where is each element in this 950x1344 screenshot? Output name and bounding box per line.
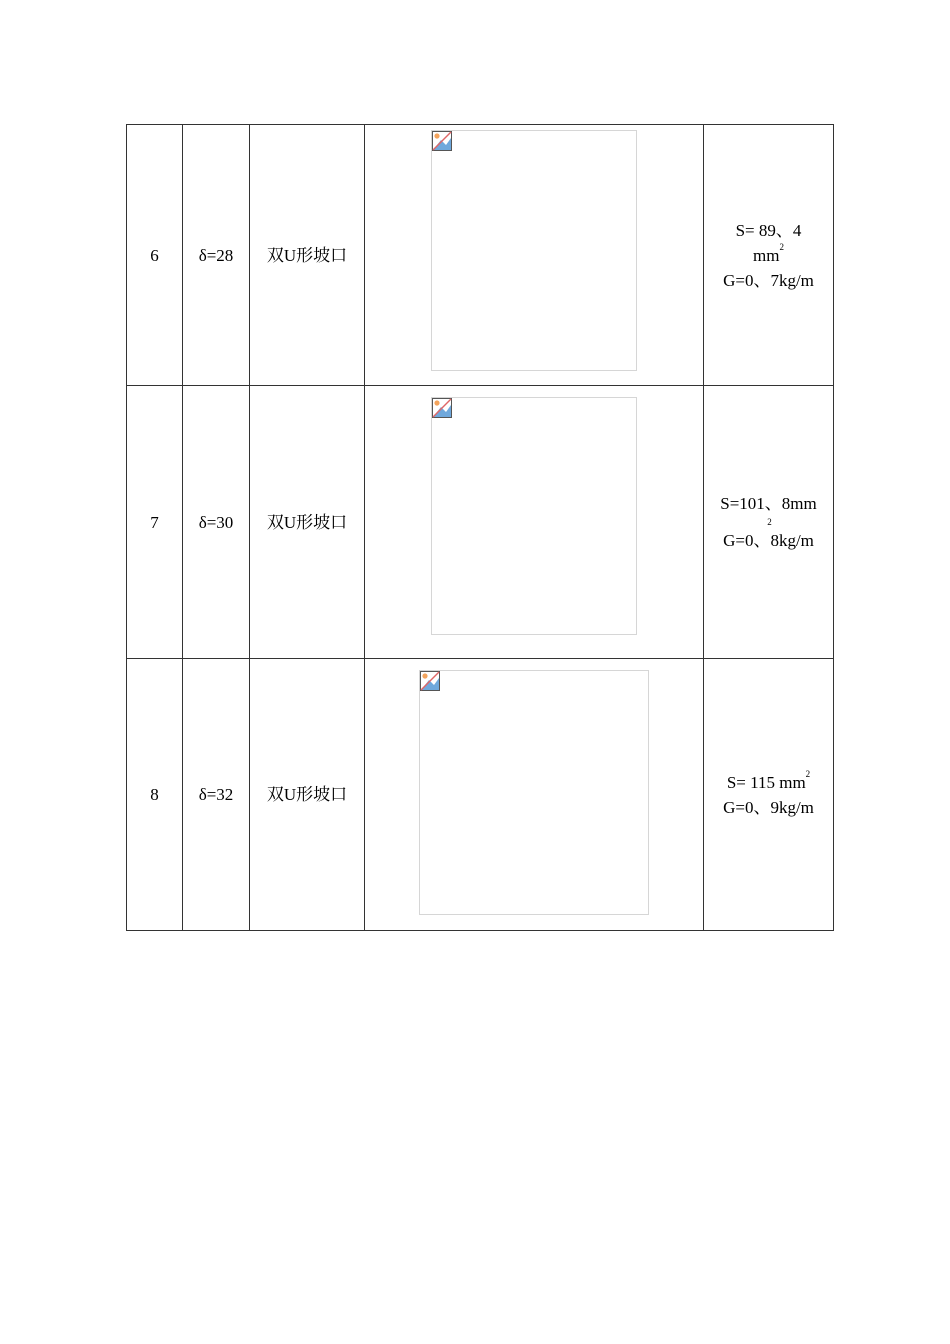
unit-exponent: 2 xyxy=(805,768,811,779)
groove-diagram-cell xyxy=(365,659,704,931)
groove-diagram-cell xyxy=(365,386,704,659)
table-row xyxy=(127,386,834,659)
plate-thickness: δ=32 xyxy=(183,659,250,931)
groove-type: 双U形坡口 xyxy=(266,512,348,532)
groove-diagram-image xyxy=(431,397,637,635)
groove-type: 双U形坡口 xyxy=(266,785,348,804)
section-area: S=101、8mm xyxy=(720,494,817,513)
row-number: 6 xyxy=(127,125,183,386)
unit-exponent: 2 xyxy=(767,517,772,527)
groove-diagram-image xyxy=(419,670,649,915)
groove-type-cell xyxy=(250,386,365,659)
unit-weight: G=0、8kg/m xyxy=(723,531,814,550)
plate-thickness: δ=30 xyxy=(183,386,250,659)
section-values xyxy=(704,659,834,931)
row-number: 7 xyxy=(127,386,183,659)
broken-image-icon xyxy=(420,671,440,691)
groove-type-cell xyxy=(250,125,365,386)
section-area: S= 89、4 xyxy=(735,220,802,240)
groove-diagram-cell xyxy=(365,125,704,386)
section-area-unit: mm xyxy=(753,245,780,265)
row-number: 8 xyxy=(127,659,183,931)
plate-thickness: δ=28 xyxy=(183,125,250,386)
groove-type: 双U形坡口 xyxy=(266,245,348,265)
section-area: S= 115 mm xyxy=(726,772,806,792)
table-row xyxy=(127,659,834,931)
groove-diagram-image xyxy=(431,130,637,371)
unit-exponent: 2 xyxy=(779,241,784,252)
groove-type-cell xyxy=(250,659,365,931)
broken-image-icon xyxy=(432,131,452,151)
groove-spec-table xyxy=(126,124,834,931)
unit-weight: G=0、7kg/m xyxy=(723,270,814,290)
section-values xyxy=(704,386,834,659)
broken-image-icon xyxy=(432,398,452,418)
unit-weight: G=0、9kg/m xyxy=(723,797,814,817)
section-values xyxy=(704,125,834,386)
table-row xyxy=(127,125,834,386)
